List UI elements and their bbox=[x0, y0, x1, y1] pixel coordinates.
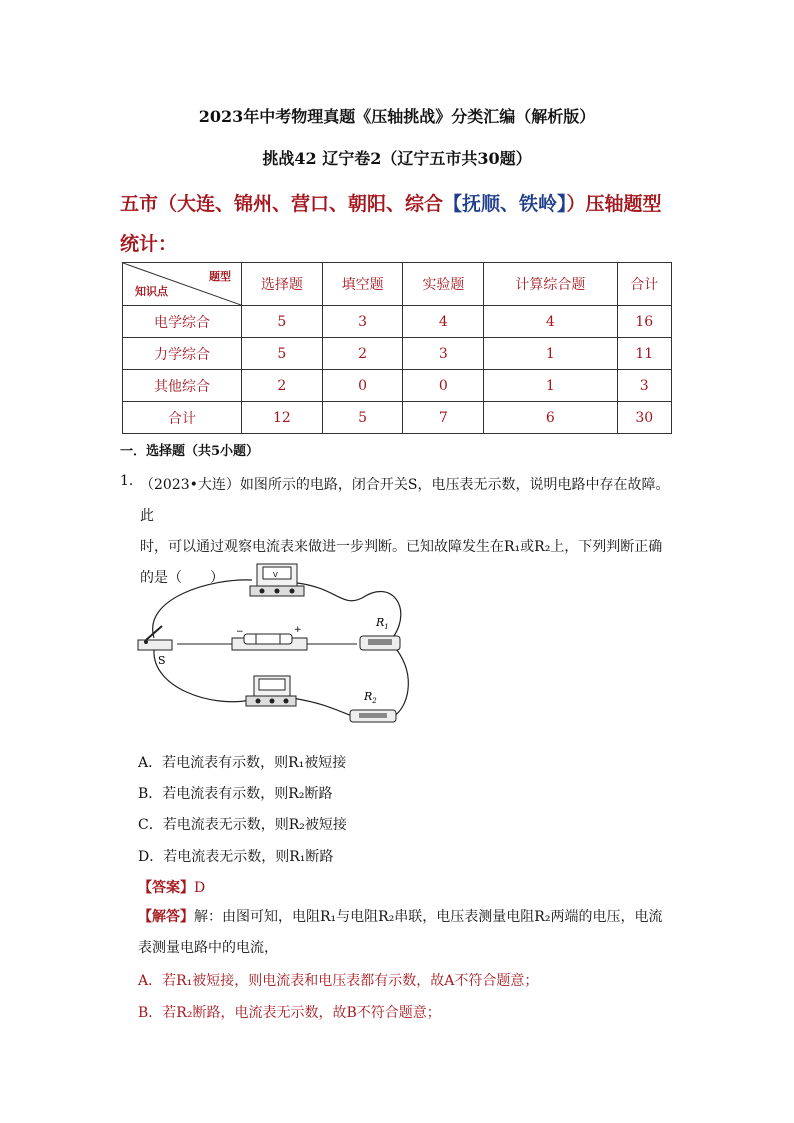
table-row bbox=[123, 338, 672, 370]
table-cell: 0 bbox=[322, 370, 403, 402]
option-c: C．若电流表无示数，则R₂被短接 bbox=[138, 817, 347, 833]
table-cell: 12 bbox=[242, 402, 323, 434]
question-number: 1． bbox=[120, 473, 143, 489]
column-header: 实验题 bbox=[403, 263, 484, 306]
option-b: B．若电流表有示数，则R₂断路 bbox=[138, 786, 333, 802]
statistics-table bbox=[122, 262, 672, 434]
r1-label: R bbox=[376, 616, 385, 629]
svg-text:R1 bbox=[375, 616, 389, 631]
answer-tag: 【答案】 bbox=[138, 880, 194, 896]
document-title: 2023年中考物理真题《压轴挑战》分类汇编（解析版） bbox=[198, 107, 596, 126]
table-header-row bbox=[123, 263, 672, 306]
column-header: 填空题 bbox=[322, 263, 403, 306]
row-label: 其他综合 bbox=[123, 370, 242, 402]
table-cell: 7 bbox=[403, 402, 484, 434]
table-cell: 4 bbox=[403, 306, 484, 338]
statistics-heading-part3: ）压轴题型统计： bbox=[120, 193, 662, 255]
table-cell: 11 bbox=[617, 338, 671, 370]
table-cell: 4 bbox=[484, 306, 617, 338]
table-cell: 3 bbox=[403, 338, 484, 370]
statistics-heading bbox=[120, 184, 680, 264]
explanation-option-b: B．若R₂断路，电流表无示数，故B不符合题意； bbox=[138, 1005, 441, 1021]
row-label: 合计 bbox=[123, 402, 242, 434]
corner-bottom-label: 知识点 bbox=[135, 285, 168, 298]
table-row bbox=[123, 402, 672, 434]
section-heading: 一．选择题（共5小题） bbox=[120, 444, 260, 459]
table-cell: 2 bbox=[322, 338, 403, 370]
table-cell: 5 bbox=[242, 306, 323, 338]
table-row bbox=[123, 306, 672, 338]
question-line: （2023•大连）如图所示的电路，闭合开关S，电压表无示数，说明电路中存在故障。此 bbox=[140, 477, 670, 524]
table-cell: 30 bbox=[617, 402, 671, 434]
r1-subscript: 1 bbox=[384, 623, 389, 631]
battery-icon bbox=[232, 625, 307, 650]
circuit-diagram bbox=[132, 558, 422, 728]
resistor-r1-icon bbox=[360, 616, 400, 650]
table-corner-cell bbox=[123, 263, 242, 306]
explanation-line: 表测量电路中的电流， bbox=[138, 940, 278, 956]
explanation-tag: 【解答】 bbox=[138, 909, 194, 925]
question-line: 的是（ ） bbox=[140, 570, 224, 586]
table-cell: 1 bbox=[484, 338, 617, 370]
explanation-option-a: A．若R₁被短接，则电流表和电压表都有示数，故A不符合题意； bbox=[138, 973, 539, 989]
explanation-line bbox=[138, 902, 678, 933]
statistics-heading-part1: 五市（大连、锦州、营口、朝阳、综合 bbox=[120, 193, 444, 215]
table-cell: 5 bbox=[242, 338, 323, 370]
svg-text:V: V bbox=[273, 571, 278, 579]
statistics-heading-part2: 【抚顺、铁岭】 bbox=[443, 193, 567, 215]
explanation-text: 解：由图可知，电阻R₁与电阻R₂串联，电压表测量电阻R₂两端的电压，电流 bbox=[194, 909, 663, 925]
svg-text:R2 bbox=[363, 690, 377, 705]
option-a: A．若电流表有示数，则R₁被短接 bbox=[138, 755, 347, 771]
table-row bbox=[123, 370, 672, 402]
column-header: 合计 bbox=[617, 263, 671, 306]
row-label: 电学综合 bbox=[123, 306, 242, 338]
table-cell: 1 bbox=[484, 370, 617, 402]
table-cell: 2 bbox=[242, 370, 323, 402]
question-line: 时，可以通过观察电流表来做进一步判断。已知故障发生在R₁或R₂上，下列判断正确 bbox=[140, 539, 663, 555]
answer-value: D bbox=[194, 880, 206, 896]
battery-plus: + bbox=[294, 625, 302, 635]
column-header: 选择题 bbox=[242, 263, 323, 306]
table-cell: 6 bbox=[484, 402, 617, 434]
table-cell: 0 bbox=[403, 370, 484, 402]
voltmeter-icon bbox=[250, 564, 304, 596]
battery-minus: − bbox=[236, 627, 244, 637]
option-d: D．若电流表无示数，则R₁断路 bbox=[138, 849, 334, 865]
resistor-r2-icon bbox=[350, 690, 396, 722]
document-subtitle: 挑战42 辽宁卷2（辽宁五市共30题） bbox=[262, 149, 532, 168]
table-cell: 3 bbox=[322, 306, 403, 338]
answer-line bbox=[138, 877, 205, 897]
table-cell: 16 bbox=[617, 306, 671, 338]
r2-label: R bbox=[364, 690, 373, 703]
table-cell: 5 bbox=[322, 402, 403, 434]
row-label: 力学综合 bbox=[123, 338, 242, 370]
table-cell: 3 bbox=[617, 370, 671, 402]
ammeter-icon bbox=[246, 676, 296, 706]
switch-label: S bbox=[158, 654, 166, 667]
column-header: 计算综合题 bbox=[484, 263, 617, 306]
corner-top-label: 题型 bbox=[209, 270, 231, 283]
r2-subscript: 2 bbox=[372, 697, 377, 705]
explanation bbox=[138, 902, 678, 964]
